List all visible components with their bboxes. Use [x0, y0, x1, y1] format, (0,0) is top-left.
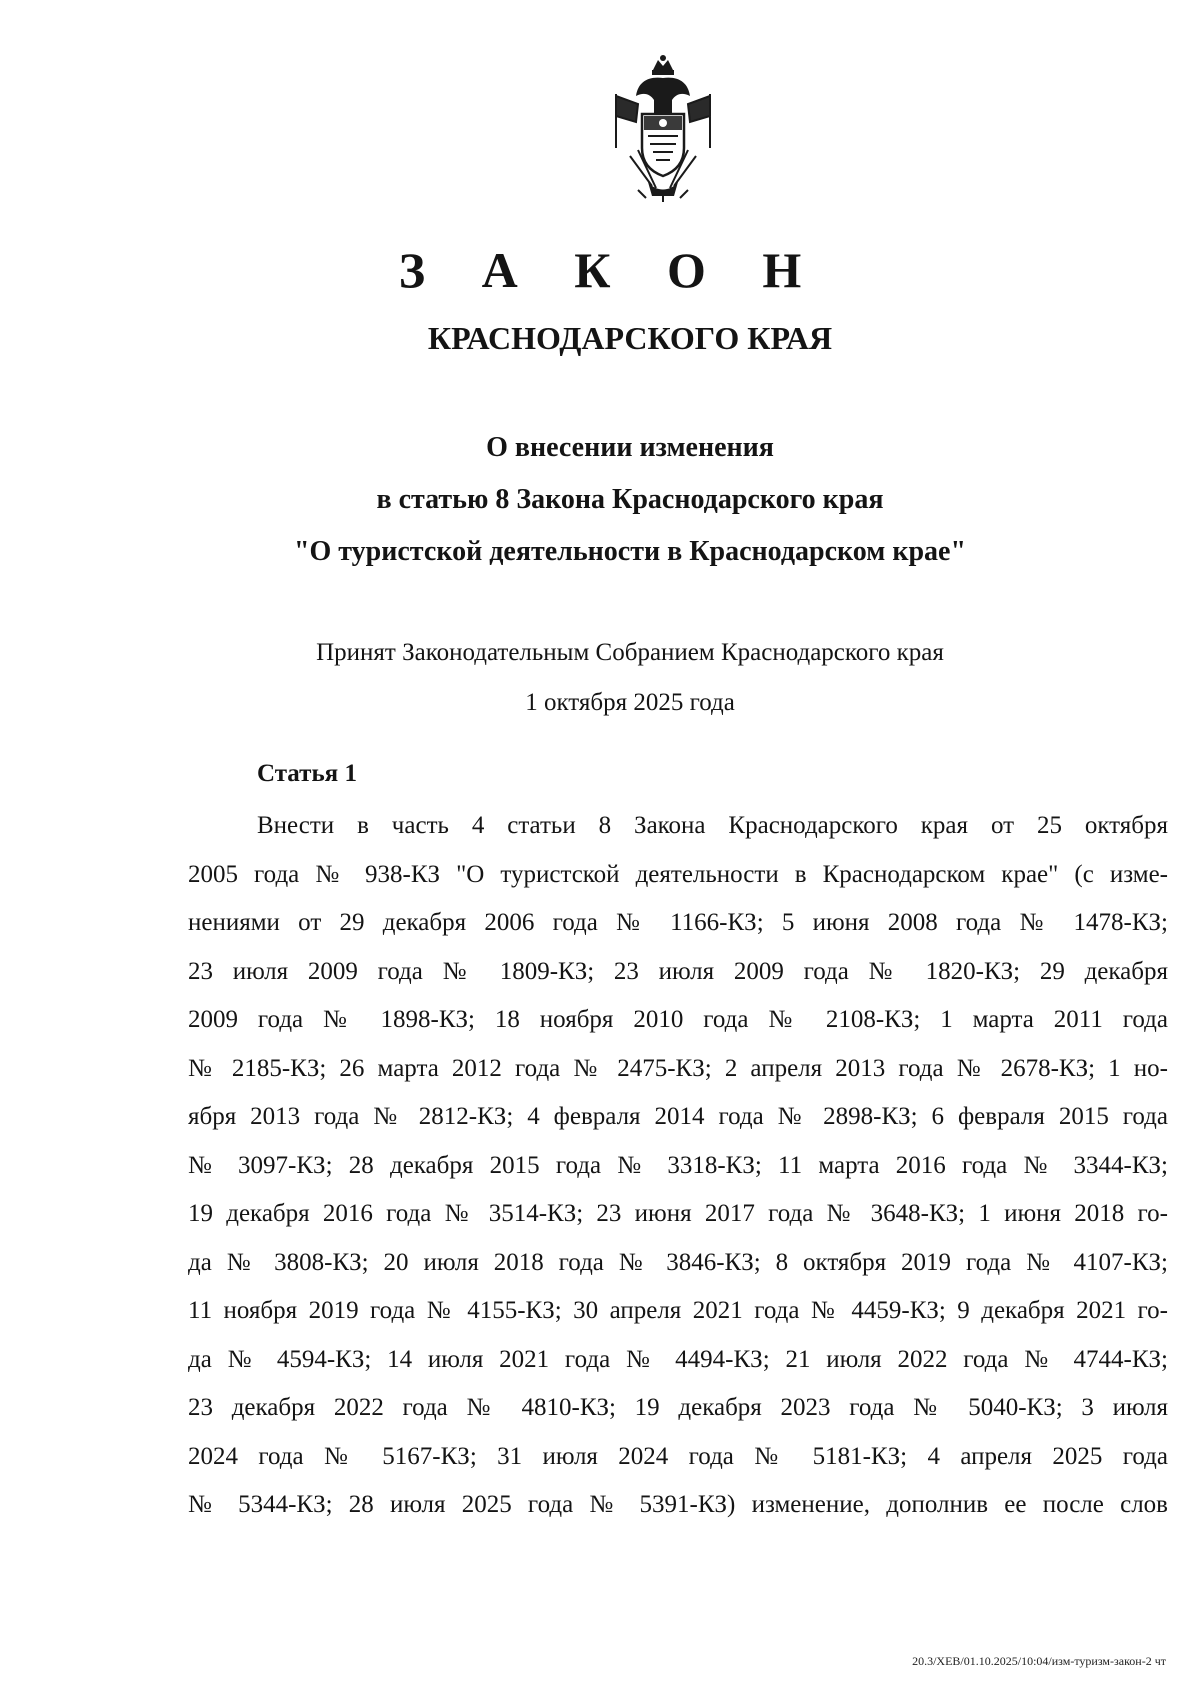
document-footer-code: 20.3/ХЕВ/01.10.2025/10:04/изм-туризм-закон-2 чт [912, 1654, 1166, 1668]
article-text-line: Внести в часть 4 статьи 8 Закона Краснодарского края от 25 октября [257, 812, 1168, 839]
coat-of-arms-emblem [608, 52, 718, 202]
article-heading: Статья 1 [257, 760, 357, 787]
article-text-line: № 5344-КЗ; 28 июля 2025 года № 5391-КЗ) изменение, дополнив ее после слов [188, 1491, 1168, 1518]
article-text-line: ября 2013 года № 2812-КЗ; 4 февраля 2014 года № 2898-КЗ; 6 февраля 2015 года [188, 1103, 1168, 1130]
article-body [188, 802, 1168, 1530]
subject-line: "О туристской деятельности в Краснодарском крае" [293, 536, 967, 567]
article-text-line: 2009 года № 1898-КЗ; 18 ноября 2010 года № 2108-КЗ; 1 марта 2011 года [188, 1006, 1168, 1033]
document-region-subtitle: КРАСНОДАРСКОГО КРАЯ [427, 320, 833, 356]
adoption-date: 1 октября 2025 года [525, 689, 735, 716]
subject-line: в статью 8 Закона Краснодарского края [376, 484, 884, 515]
adoption-info [0, 628, 1200, 728]
law-subject [0, 422, 1200, 578]
subject-line: О внесении изменения [486, 432, 774, 463]
article-text-line: 19 декабря 2016 года № 3514-КЗ; 23 июня 2017 года № 3648-КЗ; 1 июня 2018 го- [188, 1200, 1168, 1227]
article-text-line: 11 ноября 2019 года № 4155-КЗ; 30 апреля 2021 года № 4459-КЗ; 9 декабря 2021 го- [188, 1297, 1168, 1324]
article-text-line: да № 4594-КЗ; 14 июля 2021 года № 4494-КЗ; 21 июля 2022 года № 4744-КЗ; [188, 1345, 1168, 1373]
adoption-body: Принят Законодательным Собранием Краснодарского края [316, 639, 944, 666]
article-text-line: 2005 года № 938-КЗ "О туристской деятельности в Краснодарском крае" (с изме- [188, 860, 1168, 888]
article-text-line: 23 декабря 2022 года № 4810-КЗ; 19 декабря 2023 года № 5040-КЗ; 3 июля [188, 1394, 1168, 1421]
article-text-line: 2024 года № 5167-КЗ; 31 июля 2024 года № 5181-КЗ; 4 апреля 2025 года [188, 1442, 1168, 1470]
article-text-line: нениями от 29 декабря 2006 года № 1166-КЗ; 5 июня 2008 года № 1478-КЗ; [188, 909, 1168, 936]
article-text-line: да № 3808-КЗ; 20 июля 2018 года № 3846-КЗ; 8 октября 2019 года № 4107-КЗ; [188, 1248, 1168, 1276]
article-text-line: № 3097-КЗ; 28 декабря 2015 года № 3318-КЗ; 11 марта 2016 года № 3344-КЗ; [188, 1151, 1168, 1179]
document-type-title: З А К О Н [398, 242, 824, 298]
article-text-line: 23 июля 2009 года № 1809-КЗ; 23 июля 2009 года № 1820-КЗ; 29 декабря [188, 957, 1168, 985]
article-text-line: № 2185-КЗ; 26 марта 2012 года № 2475-КЗ; 2 апреля 2013 года № 2678-КЗ; 1 но- [188, 1054, 1168, 1082]
